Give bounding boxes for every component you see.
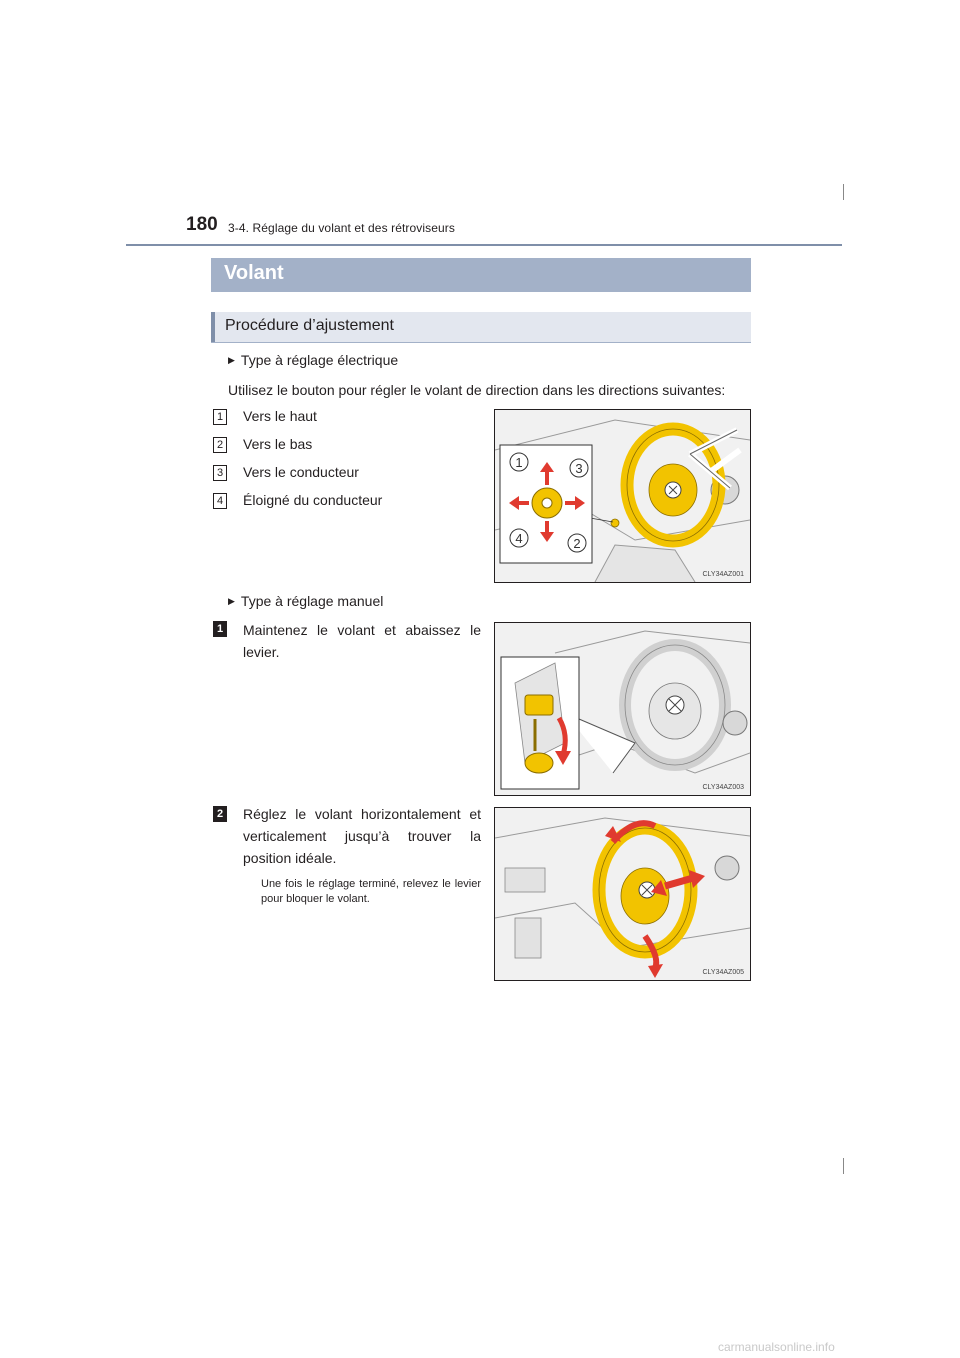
crop-mark-top <box>843 184 844 200</box>
step-2-text: Réglez le volant horizontalement et verticalement jusqu’à trouver la position idéale. <box>243 806 481 866</box>
callout-label: 2 <box>573 536 581 551</box>
list-number-badge: 2 <box>213 437 227 453</box>
figure-electric-adjustment <box>494 409 751 583</box>
figure-wheel-adjustment <box>494 807 751 981</box>
bullet-arrow-icon: ▶ <box>228 596 235 606</box>
subsection-bar <box>211 312 751 343</box>
callout-label: 3 <box>575 461 583 476</box>
list-item: Éloigné du conducteur <box>243 492 383 508</box>
list-number-badge: 1 <box>213 409 227 425</box>
page-number: 180 <box>186 214 218 235</box>
manual-type-label: Type à réglage manuel <box>240 593 384 609</box>
chapter-title: 3-4. Réglage du volant et des rétroviseurs <box>228 221 455 235</box>
wheel-adjustment-illustration <box>495 808 750 980</box>
electric-adjustment-illustration <box>495 410 750 582</box>
step-number-badge: 2 <box>213 806 227 822</box>
subsection-title: Procédure d’ajustement <box>225 317 394 334</box>
list-number-badge: 4 <box>213 493 227 509</box>
lever-illustration <box>495 623 750 795</box>
electric-intro-text: Utilisez le bouton pour régler le volant de direction dans les directions suivantes: <box>228 382 726 398</box>
step-number-badge: 1 <box>213 621 227 637</box>
step-2-note: Une fois le réglage terminé, relevez le levier pour bloquer le volant. <box>261 878 481 905</box>
bullet-arrow-icon: ▶ <box>228 355 235 365</box>
list-number-badge: 3 <box>213 465 227 481</box>
electric-type-heading <box>228 352 398 368</box>
subsection-accent <box>211 312 215 342</box>
list-item: Vers le conducteur <box>243 464 359 480</box>
manual-type-heading <box>228 593 383 609</box>
crop-mark-bottom <box>843 1158 844 1174</box>
figure-code: CLY34AZ003 <box>702 784 744 791</box>
step-1-text: Maintenez le volant et abaissez le levier. <box>243 622 481 660</box>
list-item: Vers le bas <box>243 436 313 452</box>
callout-label: 1 <box>515 455 523 470</box>
figure-lever <box>494 622 751 796</box>
figure-code: CLY34AZ005 <box>702 969 744 976</box>
watermark: carmanualsonline.info <box>718 1340 835 1354</box>
callout-label: 4 <box>515 531 523 546</box>
figure-code: CLY34AZ001 <box>702 571 744 578</box>
electric-type-label: Type à réglage électrique <box>240 352 399 368</box>
header-rule <box>126 244 842 246</box>
section-bar <box>211 258 751 292</box>
list-item: Vers le haut <box>243 408 317 424</box>
section-title: Volant <box>224 262 284 284</box>
